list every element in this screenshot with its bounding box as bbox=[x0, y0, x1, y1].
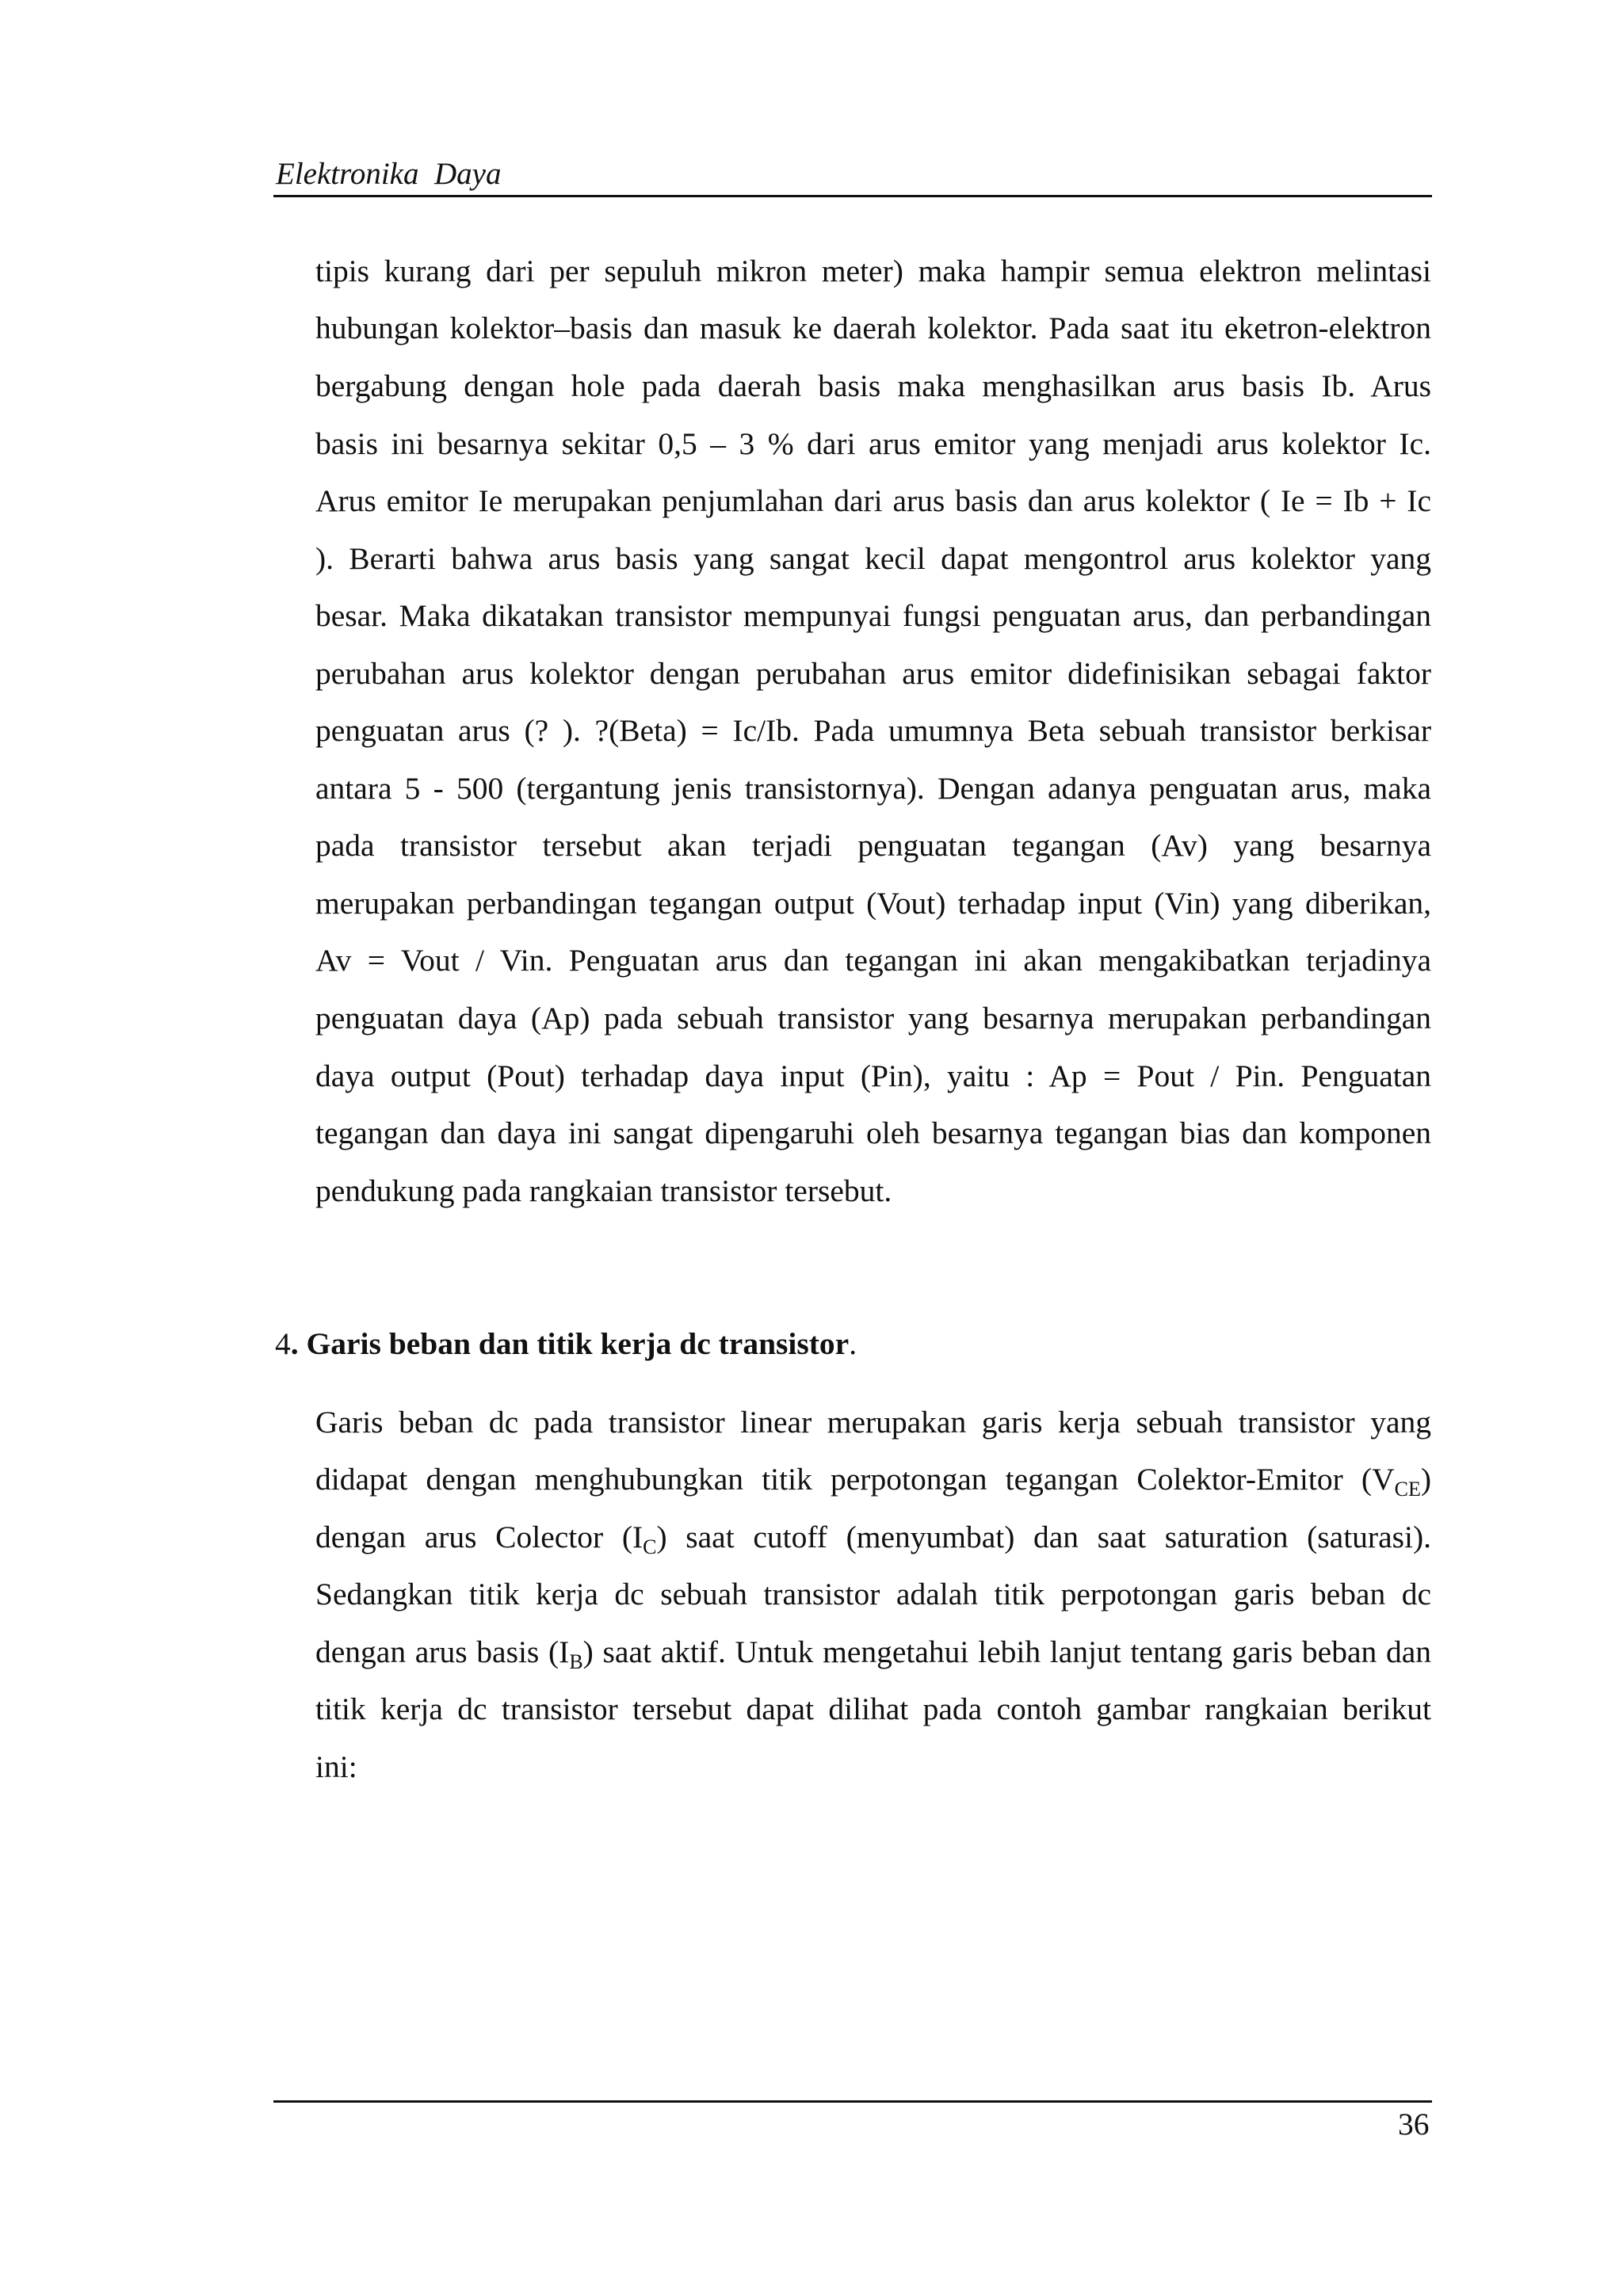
paragraph-line: antara 5 - 500 (tergantung jenis transistornya). Dengan adanya penguatan arus, maka bbox=[315, 771, 1431, 806]
paragraph-line: hubungan kolektor–basis dan masuk ke daerah kolektor. Pada saat itu eketron-elektron bbox=[315, 311, 1431, 345]
paragraph-line: Av = Vout / Vin. Penguatan arus dan tegangan ini akan mengakibatkan terjadinya bbox=[315, 943, 1431, 978]
paragraph-line: perubahan arus kolektor dengan perubahan arus emitor didefinisikan sebagai faktor bbox=[315, 656, 1431, 691]
paragraph-line: tegangan dan daya ini sangat dipengaruhi oleh besarnya tegangan bias dan komponen bbox=[315, 1116, 1431, 1150]
paragraph-line: tipis kurang dari per sepuluh mikron meter) maka hampir semua elektron melintasi bbox=[315, 254, 1431, 288]
paragraph-line: Garis beban dc pada transistor linear merupakan garis kerja sebuah transistor yang bbox=[315, 1405, 1431, 1440]
section-heading bbox=[275, 1326, 857, 1361]
paragraph-line: daya output (Pout) terhadap daya input (Pin), yaitu : Ap = Pout / Pin. Penguatan bbox=[315, 1058, 1431, 1093]
paragraph-line: merupakan perbandingan tegangan output (Vout) terhadap input (Vin) yang diberikan, bbox=[315, 886, 1431, 921]
subscript-c: C bbox=[643, 1535, 657, 1558]
paragraph-line: pada transistor tersebut akan terjadi penguatan tegangan (Av) yang besarnya bbox=[315, 828, 1431, 863]
paragraph-line: dengan arus Colector $(I_C)$ saat cutoff (menyumbat) dan saat saturation (saturasi). bbox=[315, 1520, 1431, 1558]
running-header-title: Elektronika Daya bbox=[276, 157, 502, 191]
footer-divider bbox=[273, 2100, 1432, 2103]
paragraph-line: pendukung pada rangkaian transistor tersebut. bbox=[315, 1173, 892, 1208]
paragraph-line: ini: bbox=[315, 1749, 357, 1784]
paragraph-line: dengan arus basis $(I_B)$ saat aktif. Untuk mengetahui lebih lanjut tentang garis beban dan bbox=[315, 1634, 1431, 1673]
subscript-ce: CE bbox=[1394, 1478, 1421, 1501]
paragraph-line: basis ini besarnya sekitar 0,5 – 3 % dari arus emitor yang menjadi arus kolektor Ic. bbox=[315, 426, 1431, 461]
paragraph-line: besar. Maka dikatakan transistor mempunyai fungsi penguatan arus, dan perbandingan bbox=[315, 598, 1431, 633]
page-number: 36 bbox=[1398, 2107, 1430, 2142]
paragraph-line: bergabung dengan hole pada daerah basis maka menghasilkan arus basis Ib. Arus bbox=[315, 368, 1431, 403]
subscript-b: B bbox=[569, 1650, 583, 1673]
paragraph-line: didapat dengan menghubungkan titik perpotongan tegangan Colektor-Emitor $(V_{CE})$ bbox=[315, 1462, 1431, 1501]
paragraph-line: Sedangkan titik kerja dc sebuah transistor adalah titik perpotongan garis beban dc bbox=[315, 1577, 1431, 1611]
header-divider bbox=[273, 195, 1432, 197]
paragraph-line: penguatan daya (Ap) pada sebuah transistor yang besarnya merupakan perbandingan bbox=[315, 1001, 1431, 1035]
section-number: 4 bbox=[275, 1326, 291, 1361]
paragraph-line: ). Berarti bahwa arus basis yang sangat kecil dapat mengontrol arus kolektor yang bbox=[315, 541, 1431, 576]
section-title: . Garis beban dan titik kerja dc transistor bbox=[290, 1326, 850, 1361]
section-title-end: . bbox=[849, 1326, 857, 1361]
paragraph-line: titik kerja dc transistor tersebut dapat dilihat pada contoh gambar rangkaian berikut bbox=[315, 1691, 1431, 1726]
paragraph-line: Arus emitor Ie merupakan penjumlahan dari arus basis dan arus kolektor ( Ie = Ib + Ic bbox=[315, 483, 1431, 518]
paragraph-line: penguatan arus (? ). ?(Beta) = Ic/Ib. Pada umumnya Beta sebuah transistor berkisar bbox=[315, 713, 1431, 748]
